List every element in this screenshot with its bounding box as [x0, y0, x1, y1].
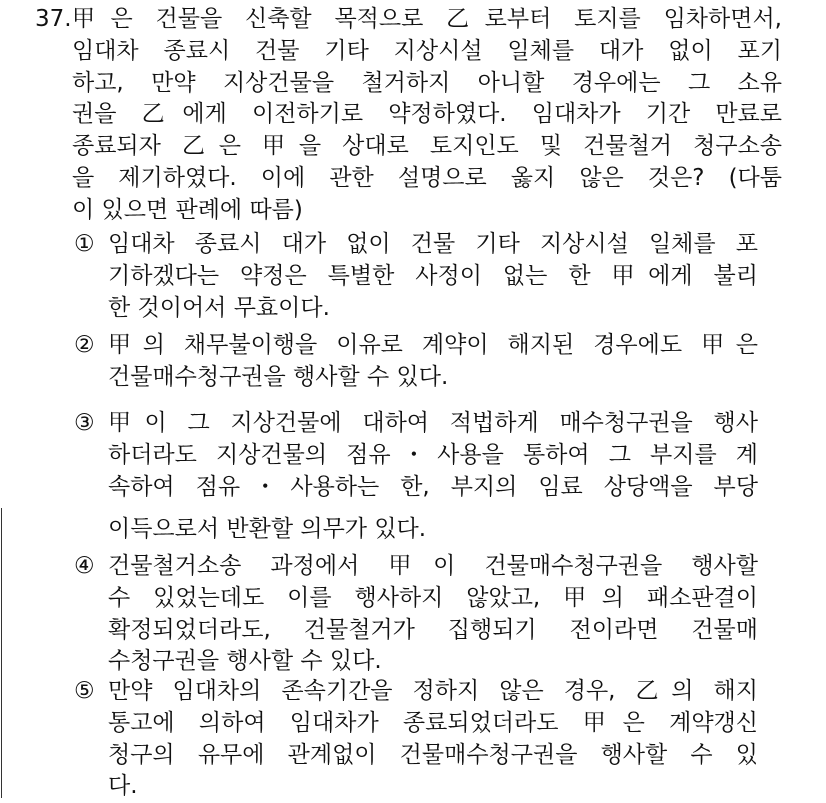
option-line: 확정되었더라도, 건물철거가 집행되기 전이라면 건물매	[108, 616, 758, 643]
option-2	[74, 330, 758, 394]
stem-line: 임대차 종료시 건물 기타 지상시설 일체를 대가 없이 포기	[72, 37, 782, 64]
option-5	[74, 676, 758, 803]
option-line: 甲이 그 지상건물에 대하여 적법하게 매수청구권을 행사	[108, 410, 758, 436]
option-line: 수 있었는데도 이를 행사하지 않았고, 甲의 패소판결이	[108, 584, 758, 611]
option-line: 다.	[108, 773, 138, 800]
option-marker: ⑤	[74, 678, 95, 704]
option-line: 통고에 의하여 임대차가 종료되었더라도 甲은 계약갱신	[108, 709, 758, 736]
option-1	[74, 229, 758, 324]
option-marker: ①	[74, 231, 95, 257]
stem-line: 권을 乙에게 이전하기로 약정하였다. 임대차가 기간 만료로	[72, 101, 782, 128]
question-number: 37.	[35, 6, 72, 32]
stem-line: 종료되자 乙은 甲을 상대로 토지인도 및 건물철거 청구소송	[72, 133, 782, 160]
option-line: 수청구권을 행사할 수 있다.	[108, 648, 382, 675]
option-marker: ④	[74, 553, 95, 579]
stem-line: 하고, 만약 지상건물을 철거하지 아니할 경우에는 그 소유	[72, 69, 782, 96]
option-line: 한 것이어서 무효이다.	[108, 294, 330, 321]
option-line: 건물철거소송 과정에서 甲이 건물매수청구권을 행사할	[108, 553, 758, 579]
option-4	[74, 551, 758, 678]
option-line: 하더라도 지상건물의 점유・사용을 통하여 그 부지를 계	[108, 441, 758, 468]
stem-line: 甲은 건물을 신축할 목적으로 乙로부터 토지를 임차하면서,	[72, 6, 782, 32]
margin-line	[1, 508, 2, 798]
option-line: 건물매수청구권을 행사할 수 있다.	[108, 363, 449, 390]
question-stem	[72, 4, 782, 227]
option-3	[74, 408, 758, 546]
option-line: 甲의 채무불이행을 이유로 계약이 해지된 경우에도 甲은	[108, 332, 758, 358]
option-line: 속하여 점유・사용하는 한, 부지의 임료 상당액을 부당	[108, 473, 758, 500]
option-marker: ②	[74, 332, 95, 358]
option-line: 임대차 종료시 대가 없이 건물 기타 지상시설 일체를 포	[108, 231, 758, 257]
option-line: 이득으로서 반환할 의무가 있다.	[108, 516, 427, 543]
option-line: 청구의 유무에 관계없이 건물매수청구권을 행사할 수 있	[108, 741, 758, 768]
option-line: 만약 임대차의 존속기간을 정하지 않은 경우, 乙의 해지	[108, 678, 758, 704]
stem-line: 이 있으면 판례에 따름)	[72, 196, 303, 223]
option-line: 기하겠다는 약정은 특별한 사정이 없는 한 甲에게 불리	[108, 262, 758, 289]
stem-line: 을 제기하였다. 이에 관한 설명으로 옳지 않은 것은? (다툼	[72, 164, 782, 191]
option-marker: ③	[74, 410, 95, 436]
